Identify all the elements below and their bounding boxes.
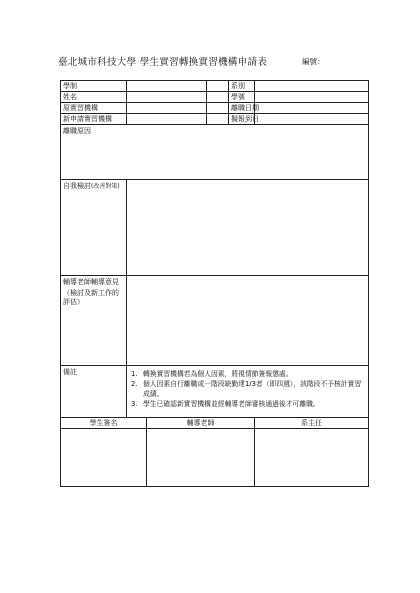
resign-reason-row [61, 125, 369, 180]
advisor-opinion-note: （檢討及新工作的評估） [63, 289, 119, 306]
advisor-opinion-row [61, 276, 369, 366]
remark-item: 2. 個人因素自行離職或一階段缺勤達1/3者（即四週），該階段不予核計實習成績。 [131, 380, 362, 398]
student-id-field[interactable] [255, 92, 369, 103]
advisor-opinion-field[interactable] [127, 276, 369, 366]
chair-signature-label: 系主任 [255, 418, 369, 429]
advisor-signature-label: 輔導老師 [147, 418, 255, 429]
student-signature-field[interactable] [61, 429, 147, 487]
student-id-label: 學號 [229, 92, 255, 103]
remarks-row [61, 366, 369, 418]
remarks-label: 備註 [61, 366, 127, 418]
self-review-label-cell [61, 180, 127, 276]
original-org-field[interactable] [127, 103, 207, 114]
info-row-program [61, 81, 369, 92]
self-review-label: 自我檢討 [63, 182, 91, 190]
remark-item: 1. 轉換實習機構若為個人因素，將視情節簽報懲處。 [131, 370, 293, 378]
application-form-table [60, 80, 369, 487]
advisor-opinion-label: 輔導老師輔導意見 [63, 278, 119, 286]
resign-reason-label: 離職原因 [63, 127, 91, 135]
signature-header-row [61, 418, 369, 429]
department-label: 系別 [229, 81, 255, 92]
new-org-field[interactable] [127, 114, 207, 125]
form-title: 臺北城市科技大學 學生實習轉換實習機構申請表 [58, 57, 268, 68]
department-field[interactable] [255, 81, 369, 92]
advisor-opinion-label-cell [61, 276, 127, 366]
signature-row [61, 429, 369, 487]
program-label: 學制 [61, 81, 127, 92]
name-field[interactable] [127, 92, 207, 103]
original-org-label: 原實習機構 [61, 103, 127, 114]
new-org-label: 新申請實習機構 [61, 114, 127, 125]
remark-item: 3. 學生已確認新實習機構並經輔導老師審核通過後才可離職。 [131, 400, 320, 408]
info-row-new-org [61, 114, 369, 125]
resign-date-label: 離職日期 [229, 103, 255, 114]
self-review-note: (改善對策) [91, 183, 120, 190]
report-date-label: 擬報到日 [229, 114, 255, 125]
program-field[interactable] [127, 81, 207, 92]
self-review-row [61, 180, 369, 276]
chair-signature-field[interactable] [255, 429, 369, 487]
info-row-name [61, 92, 369, 103]
self-review-field[interactable] [127, 180, 369, 276]
report-date-field[interactable] [255, 114, 369, 125]
serial-number-label: 編號： [302, 57, 325, 66]
advisor-signature-field[interactable] [147, 429, 255, 487]
student-signature-label: 學生簽名 [61, 418, 147, 429]
remarks-content [127, 366, 369, 418]
resign-date-field[interactable] [255, 103, 369, 114]
resign-reason-area[interactable] [61, 125, 369, 180]
name-label: 姓名 [61, 92, 127, 103]
info-row-original-org [61, 103, 369, 114]
